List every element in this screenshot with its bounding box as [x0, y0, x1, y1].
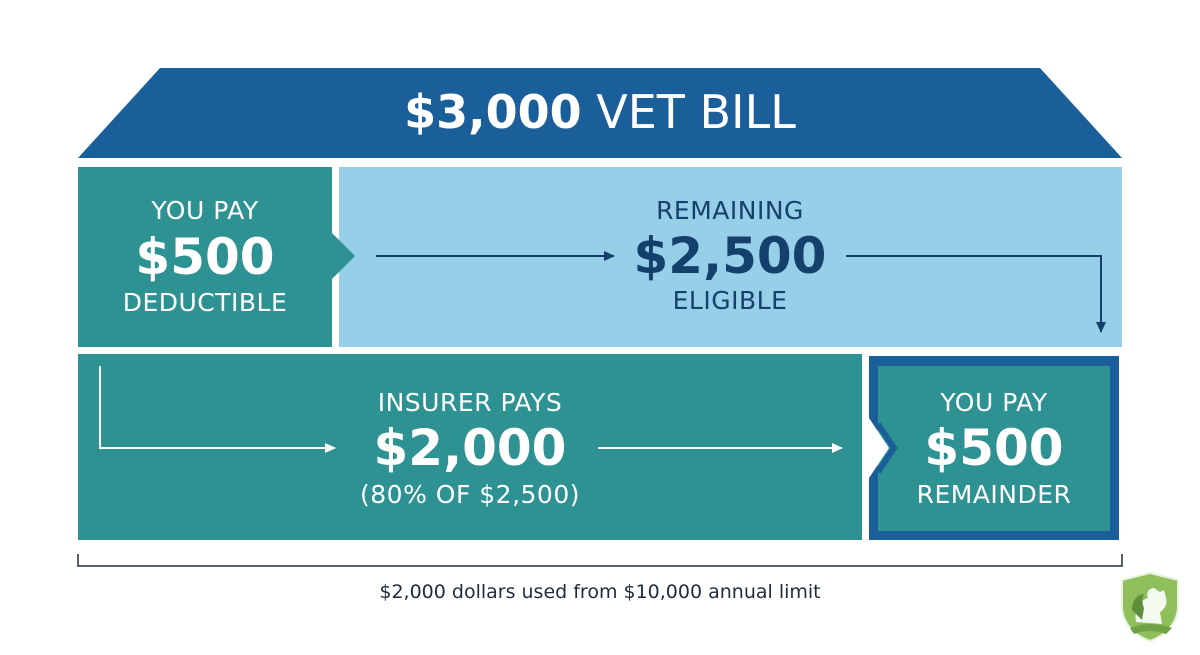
insurer-amount: $2,000 — [373, 419, 567, 477]
remaining-amount: $2,500 — [633, 227, 827, 285]
remaining-line3: ELIGIBLE — [672, 286, 788, 315]
remainder-line1: YOU PAY — [940, 388, 1048, 417]
title-label: VET BILL — [596, 85, 796, 139]
title-amount: $3,000 — [404, 85, 582, 139]
annual-limit-caption: $2,000 dollars used from $10,000 annual limit — [379, 581, 821, 603]
deductible-line3: DEDUCTIBLE — [122, 288, 288, 317]
deductible-line1: YOU PAY — [151, 196, 259, 225]
pet-shield-icon — [1116, 570, 1184, 644]
insurer-line1: INSURER PAYS — [377, 388, 563, 417]
deductible-amount: $500 — [135, 228, 275, 286]
insurer-line3: (80% OF $2,500) — [360, 480, 580, 509]
remainder-line3: REMAINDER — [916, 480, 1072, 509]
remaining-line1: REMAINING — [656, 196, 804, 225]
remainder-amount: $500 — [924, 419, 1064, 477]
